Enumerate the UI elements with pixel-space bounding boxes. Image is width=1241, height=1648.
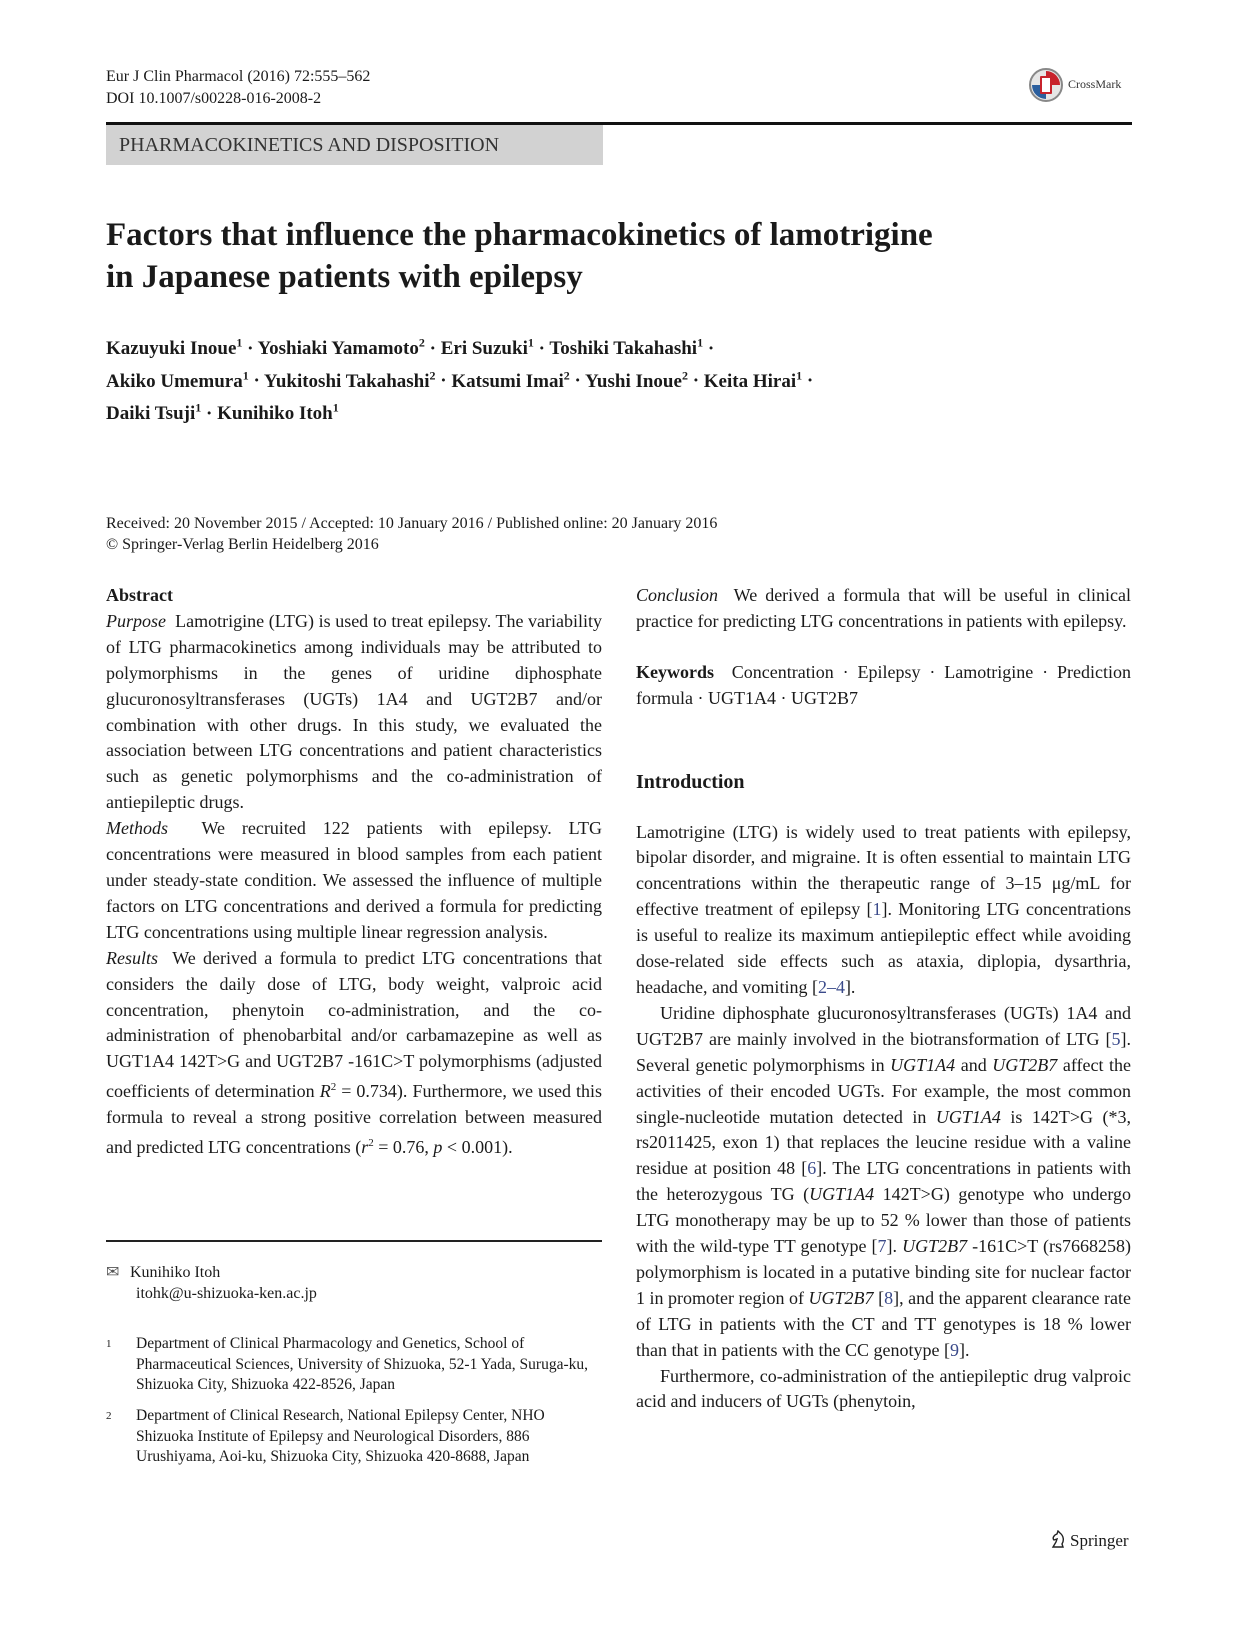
- abstract-methods: Methods We recruited 122 patients with epilepsy. LTG concentrations were measured in blood samples from each patient under steady-state condition. We assessed the influence of multiple factors on LTG concentrations and derived a formula for predicting LTG concentrations using multiple linear regression analysis.: [106, 818, 602, 942]
- author[interactable]: Toshiki Takahashi$^1$: [549, 336, 704, 360]
- title-line-1: Factors that influence the pharmacokinetics of lamotrigine: [106, 217, 933, 253]
- abstract-conclusion: Conclusion We derived a formula that will be useful in clinical practice for predicting LTG concentrations in patients with epilepsy.: [636, 585, 1131, 631]
- author[interactable]: Yukitoshi Takahashi$^2$: [263, 368, 436, 392]
- author[interactable]: Kunihiko Itoh$^1$: [217, 400, 339, 424]
- keywords: Keywords Concentration · Epilepsy · Lamotrigine · Prediction formula · UGT1A4 · UGT2B7: [636, 661, 1132, 708]
- author[interactable]: Yoshiaki Yamamoto$^2$: [257, 336, 425, 360]
- affiliation-number: 2: [106, 1410, 112, 1422]
- affiliation-text: Department of Clinical Research, National Epilepsy Center, NHO Shizuoka Institute of Epilepsy and Neurological Disorders, 886 Urushiyama, Aoi-ku, Shizuoka City, Shizuoka 420-8688, Japan: [136, 1407, 545, 1465]
- affiliation-2: [106, 1406, 602, 1468]
- right-column: [636, 583, 1131, 1415]
- abstract-results: Results We derived a formula to predict LTG concentrations that considers the daily dose of LTG, body weight, valproic acid concentration, phenytoin co-administration, and the co-administration of phenobarbital and/or carbamazepine as well as UGT1A4 142T>G and UGT2B7 -161C>T polymorphisms (adjusted coefficients of determination $R^2 = 0.734$). Furthermore, we used this formula to reveal a strong positive correlation between measured and predicted LTG concentrations ($r^2 = 0.76$, p < 0.001).: [106, 947, 603, 1158]
- footnote-rule: [106, 1240, 602, 1242]
- correspondence-name: Kunihiko Itoh: [130, 1264, 221, 1281]
- title-line-2: in Japanese patients with epilepsy: [106, 259, 583, 295]
- publication-dates: [106, 513, 1106, 555]
- correspondence: [106, 1262, 602, 1304]
- author-row-3: Daiki Tsuji$^1$ · Kunihiko Itoh$^1$: [106, 400, 339, 424]
- author[interactable]: Akiko Umemura$^1$: [106, 368, 249, 392]
- correspondence-email[interactable]: itohk@u-shizuoka-ken.ac.jp: [136, 1285, 317, 1302]
- affiliation-text: Department of Clinical Pharmacology and Genetics, School of Pharmaceutical Sciences, University of Shizuoka, 52-1 Yada, Suruga-ku, Shizuoka City, Shizuoka 422-8526, Japan: [136, 1335, 588, 1393]
- author[interactable]: Keita Hirai$^1$: [703, 368, 803, 392]
- citation-link[interactable]: 5: [1111, 1028, 1121, 1049]
- copyright-line: © Springer-Verlag Berlin Heidelberg 2016: [106, 536, 379, 553]
- envelope-icon: ✉: [106, 1264, 120, 1281]
- author-row-1: Kazuyuki Inoue$^1$ · Yoshiaki Yamamoto$^2$ · Eri Suzuki$^1$ · Toshiki Takahashi$^1$ ·: [106, 336, 715, 360]
- article-title: [106, 214, 1106, 298]
- affiliation-1: [106, 1334, 602, 1396]
- crossmark-icon: [1028, 67, 1064, 103]
- publisher-name: Springer: [1070, 1531, 1129, 1550]
- abstract-purpose: Purpose Lamotrigine (LTG) is used to treat epilepsy. The variability of LTG pharmacokinetics among individuals may be attributed to polymorphisms in the genes of uridine diphosphate glucuronosyltransferases (UGTs) 1A4 and UGT2B7 and/or combination with other drugs. In this study, we evaluated the association between LTG concentrations and patient characteristics such as genetic polymorphisms and the co-administration of antiepileptic drugs.: [106, 610, 602, 813]
- springer-knight-icon: [1050, 1530, 1066, 1554]
- intro-paragraph-3: Furthermore, co-administration of the antiepileptic drug valproic acid and inducers of UGTs (phenytoin,: [636, 1365, 1131, 1412]
- intro-paragraph-2: Uridine diphosphate glucuronosyltransferases (UGTs) 1A4 and UGT2B7 are mainly involved in the biotransformation of LTG [5]. Several genetic polymorphisms in UGT1A4 and UGT2B7 affect the activities of their encoded UGTs. For example, the most common single-nucleotide mutation detected in UGT1A4 is 142T>G (*3, rs2011425, exon 1) that replaces the leucine residue with a valine residue at position 48 [6]. The LTG concentrations in patients with the heterozygous TG (UGT1A4 142T>G) genotype who undergo LTG monotherapy may be up to 52 % lower than those of patients with the wild-type TT genotype [7]. UGT2B7 -161C>T (rs7668258) polymorphism is located in a putative binding site for nuclear factor 1 in promoter region of UGT2B7 [8], and the apparent clearance rate of LTG in patients with the CT and TT genotypes is 18 % lower than that in patients with the CC genotype [9].: [636, 1002, 1132, 1360]
- abstract-heading: Abstract: [106, 585, 173, 605]
- crossmark-badge[interactable]: [1028, 67, 1128, 107]
- author[interactable]: Yushi Inoue$^2$: [584, 368, 688, 392]
- citation-link[interactable]: 9: [949, 1339, 959, 1360]
- author[interactable]: Kazuyuki Inoue$^1$: [106, 336, 243, 360]
- affiliation-number: 1: [106, 1338, 112, 1350]
- journal-citation: Eur J Clin Pharmacol (2016) 72:555–562: [106, 68, 371, 85]
- citation-link[interactable]: 6: [807, 1158, 817, 1179]
- crossmark-label: CrossMark: [1068, 77, 1122, 91]
- introduction-heading: Introduction: [636, 770, 745, 793]
- citation-link[interactable]: 8: [884, 1287, 894, 1308]
- author-list: [106, 330, 1106, 427]
- correspondence-name-row: [106, 1262, 602, 1283]
- author[interactable]: Daiki Tsuji$^1$: [106, 400, 202, 424]
- publisher-logo: [1050, 1530, 1129, 1554]
- citation-link[interactable]: 7: [877, 1236, 887, 1257]
- doi[interactable]: DOI 10.1007/s00228-016-2008-2: [106, 90, 322, 107]
- dates-line: Received: 20 November 2015 / Accepted: 10 January 2016 / Published online: 20 January 2016: [106, 515, 718, 532]
- section-banner: PHARMACOKINETICS AND DISPOSITION: [106, 125, 603, 165]
- citation-link[interactable]: 1: [872, 899, 882, 920]
- author[interactable]: Katsumi Imai$^2$: [451, 368, 570, 392]
- author-row-2: Akiko Umemura$^1$ · Yukitoshi Takahashi$^2$ · Katsumi Imai$^2$ · Yushi Inoue$^2$ · Keita Hirai$^1$ ·: [106, 368, 814, 392]
- citation-link[interactable]: 2–4: [817, 976, 845, 997]
- abstract-column: [106, 583, 602, 1161]
- author[interactable]: Eri Suzuki$^1$: [440, 336, 534, 360]
- intro-paragraph-1: Lamotrigine (LTG) is widely used to treat patients with epilepsy, bipolar disorder, and migraine. It is often essential to maintain LTG concentrations within the therapeutic range of 3–15 μg/mL for effective treatment of epilepsy [1]. Monitoring LTG concentrations is useful to realize its maximum antiepileptic effect while avoiding dose-related side effects such as ataxia, diplopia, dysarthria, headache, and vomiting [2–4].: [636, 821, 1131, 997]
